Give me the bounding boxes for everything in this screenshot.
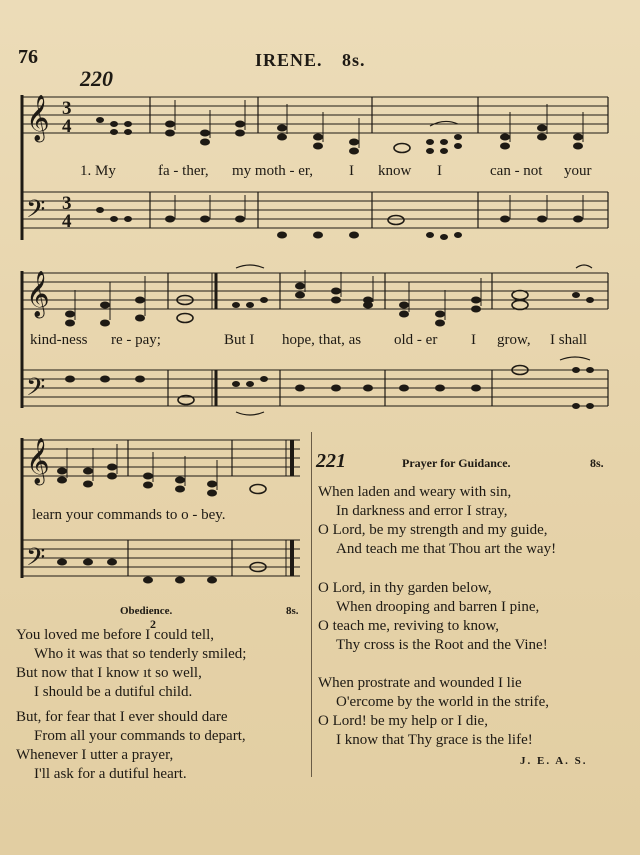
- lyrics-line-3: learn your commands to o - bey.: [32, 507, 226, 523]
- hymn-221-stanza-2: [318, 579, 548, 655]
- lyrics-line-1: [0, 163, 640, 183]
- lyric-syllable: know: [378, 163, 412, 179]
- lyric-syllable: re - pay;: [111, 332, 161, 348]
- hymn-221-stanza-1: [318, 483, 556, 559]
- hymn-221-number: 221: [316, 450, 346, 472]
- verse-line: O'ercome by the world in the strife,: [336, 694, 550, 710]
- svg-text:3: 3: [62, 98, 72, 119]
- verse-line: O teach me, reviving to know,: [318, 618, 500, 634]
- obedience-stanza-2: [16, 708, 246, 784]
- tune-name: IRENE.: [255, 50, 323, 70]
- verse-line: When laden and weary with sin,: [318, 484, 512, 500]
- verse-line: But, for fear that I ever should dare: [16, 709, 228, 725]
- column-divider: [311, 432, 312, 777]
- obedience-title: Obedience.: [120, 605, 173, 617]
- verse-line: O Lord! be my help or I die,: [318, 713, 488, 729]
- treble-clef-icon: 𝄞: [26, 271, 50, 317]
- svg-text:4: 4: [62, 211, 72, 232]
- page-number: 76: [18, 46, 38, 68]
- verse-line: I should be a dutiful child.: [34, 684, 193, 700]
- bass-clef-icon: 𝄢: [26, 543, 46, 578]
- svg-text:4: 4: [62, 116, 72, 137]
- lyric-syllable: I: [437, 163, 442, 179]
- obedience-number: 2: [150, 617, 156, 631]
- hymn-221-signature: J. E. A. S.: [520, 755, 588, 767]
- lyric-syllable: kind-ness: [30, 332, 88, 348]
- verse-line: But now that I know ıt so well,: [16, 665, 202, 681]
- lyrics-line-2: [0, 332, 640, 352]
- verse-line: Thy cross is the Root and the Vine!: [336, 637, 548, 653]
- verse-line: When drooping and barren I pine,: [336, 599, 540, 615]
- verse-line: And teach me that Thou art the way!: [336, 541, 557, 557]
- staff-system-1-treble: [22, 97, 608, 133]
- verse-line: Whenever I utter a prayer,: [16, 747, 174, 763]
- verse-line: O Lord, in thy garden below,: [318, 580, 492, 596]
- lyric-syllable: old - er: [394, 332, 438, 348]
- staff-system-2-bass: [22, 370, 608, 406]
- lyric-syllable: I shall: [550, 332, 588, 348]
- hymn-220-number: 220: [80, 66, 113, 91]
- treble-clef-icon: 𝄞: [26, 438, 50, 484]
- staff-system-1-bass: [22, 192, 608, 228]
- lyric-syllable: I: [349, 163, 354, 179]
- tune-meter: 8s.: [342, 50, 366, 70]
- treble-clef-icon: 𝄞: [26, 95, 50, 141]
- lyric-syllable: 1. My: [80, 163, 116, 179]
- verse-line: From all your commands to depart,: [34, 728, 246, 744]
- verse-line: I know that Thy grace is the life!: [336, 732, 533, 748]
- verse-line: When prostrate and wounded I lie: [318, 675, 522, 691]
- verse-line: O Lord, be my strength and my guide,: [318, 522, 548, 538]
- verse-line: Who it was that so tenderly smiled;: [34, 646, 247, 662]
- lyric-syllable: grow,: [497, 332, 531, 348]
- verse-line: I'll ask for a dutiful heart.: [34, 766, 187, 782]
- lyric-syllable: hope, that, as: [282, 332, 362, 348]
- lyric-syllable: your: [564, 163, 592, 179]
- bass-clef-icon: 𝄢: [26, 195, 46, 230]
- lyric-syllable: I: [471, 332, 476, 348]
- hymn-221-title: Prayer for Guidance.: [402, 456, 511, 470]
- hymn-221-stanza-3: [318, 674, 549, 750]
- staff-system-3-bass: [22, 540, 300, 576]
- lyric-syllable: can - not: [490, 163, 543, 179]
- obedience-stanza-1: [16, 626, 246, 702]
- bass-clef-icon: 𝄢: [26, 373, 46, 408]
- svg-text:3: 3: [62, 193, 72, 214]
- lyric-syllable: But I: [224, 332, 255, 348]
- verse-line: You loved me before I could tell,: [16, 627, 215, 643]
- obedience-meter: 8s.: [286, 605, 299, 617]
- lyric-syllable: fa - ther,: [158, 163, 209, 179]
- verse-line: In darkness and error I stray,: [336, 503, 508, 519]
- lyric-syllable: my moth - er,: [232, 163, 314, 179]
- hymn-221-meter: 8s.: [590, 456, 604, 470]
